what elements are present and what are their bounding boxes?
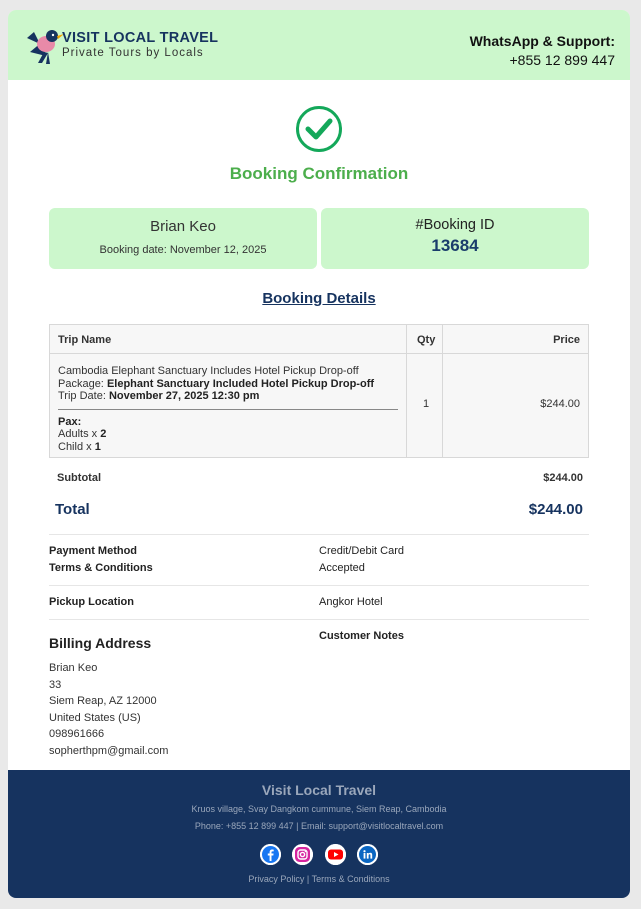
footer-address: Kruos village, Svay Dangkom cummune, Siem Reap, Cambodia [191,804,447,814]
table-row [50,354,588,457]
divider [49,534,589,535]
customer-notes-title: Customer Notes [319,630,404,642]
subtotal-value: $244.00 [543,472,583,484]
total-row [49,501,589,523]
qty-cell: 1 [422,398,430,410]
trip-date-value: November 27, 2025 12:30 pm [108,390,260,402]
divider [49,619,589,620]
billing-line: sopherthpm@gmail.com [49,744,169,757]
pax-label: Pax: [58,415,82,428]
billing-address-title: Billing Address [49,635,152,651]
column-header-qty: Qty [417,334,436,346]
child-count: 1 [94,440,101,453]
billing-line: 098961666 [49,728,105,740]
email-card [8,10,630,898]
booking-id-value: 13684 [431,236,479,255]
billing-address [49,660,168,759]
trip-name: Cambodia Elephant Sanctuary Includes Hotel Pickup Drop-off [58,365,359,377]
terms-label: Terms & Conditions [49,562,153,574]
footer-company-name: Visit Local Travel [261,782,377,798]
footer [8,770,630,898]
brand [62,30,218,59]
support-title: WhatsApp & Support: [469,33,615,49]
table-header-row [50,325,588,354]
price-cell: $244.00 [540,398,580,410]
package-label: Package: [58,377,104,390]
facebook-icon[interactable] [260,844,281,865]
social-links [8,844,630,866]
booking-details-title: Booking Details [262,290,376,307]
package-line [58,378,398,391]
trip-date-label: Trip Date: [58,390,106,402]
payment-method-label: Payment Method [49,545,138,557]
booking-id-label: #Booking ID [415,217,495,233]
total-value: $244.00 [528,501,583,518]
pickup-location-label: Pickup Location [49,596,134,608]
instagram-icon[interactable] [292,844,313,865]
booking-date: Booking date: November 12, 2025 [99,244,267,256]
pickup-location-value: Angkor Hotel [319,596,383,608]
subtotal-row [49,472,589,488]
linkedin-icon[interactable] [357,844,378,865]
column-header-trip-name: Trip Name [58,334,112,346]
terms-value: Accepted [319,562,365,574]
divider [58,409,398,410]
checkmark-circle-icon [295,105,343,153]
billing-line: Siem Reap, AZ 12000 [49,695,157,707]
billing-line: United States (US) [49,711,141,724]
payment-method-value: Credit/Debit Card [319,545,404,557]
subtotal-label: Subtotal [57,472,101,484]
package-value: Elephant Sanctuary Included Hotel Pickup Drop-off [106,377,375,390]
confirmation-title: Booking Confirmation [229,164,409,183]
support-info [470,33,615,68]
adults-line [58,428,398,441]
booking-table [49,324,589,458]
billing-line: 33 [49,678,62,691]
footer-contact: Phone: +855 12 899 447 | Email: support@visitlocaltravel.com [194,821,444,831]
total-label: Total [55,501,90,518]
bird-logo-icon [24,22,66,66]
terms-link[interactable]: Terms & Conditions [311,874,390,884]
header [8,10,630,80]
footer-links [8,874,630,884]
footer-separator: | [306,874,310,884]
booking-id-box [321,208,589,269]
column-divider [406,325,407,457]
column-divider [442,325,443,457]
customer-box [49,208,317,269]
adults-count: 2 [100,428,107,440]
billing-line: Brian Keo [49,662,98,674]
trip-details [58,365,398,453]
youtube-icon[interactable] [325,844,346,865]
support-phone[interactable]: +855 12 899 447 [509,52,615,68]
adults-label: Adults x [58,428,98,440]
customer-name: Brian Keo [150,218,216,235]
trip-date-line [58,390,398,403]
brand-name: VISIT LOCAL TRAVEL [62,30,219,46]
privacy-policy-link[interactable]: Privacy Policy [248,874,305,884]
child-label: Child x [58,440,92,453]
brand-tagline: Private Tours by Locals [62,47,204,59]
child-line [58,441,398,454]
divider [49,585,589,586]
column-header-price: Price [553,334,580,346]
